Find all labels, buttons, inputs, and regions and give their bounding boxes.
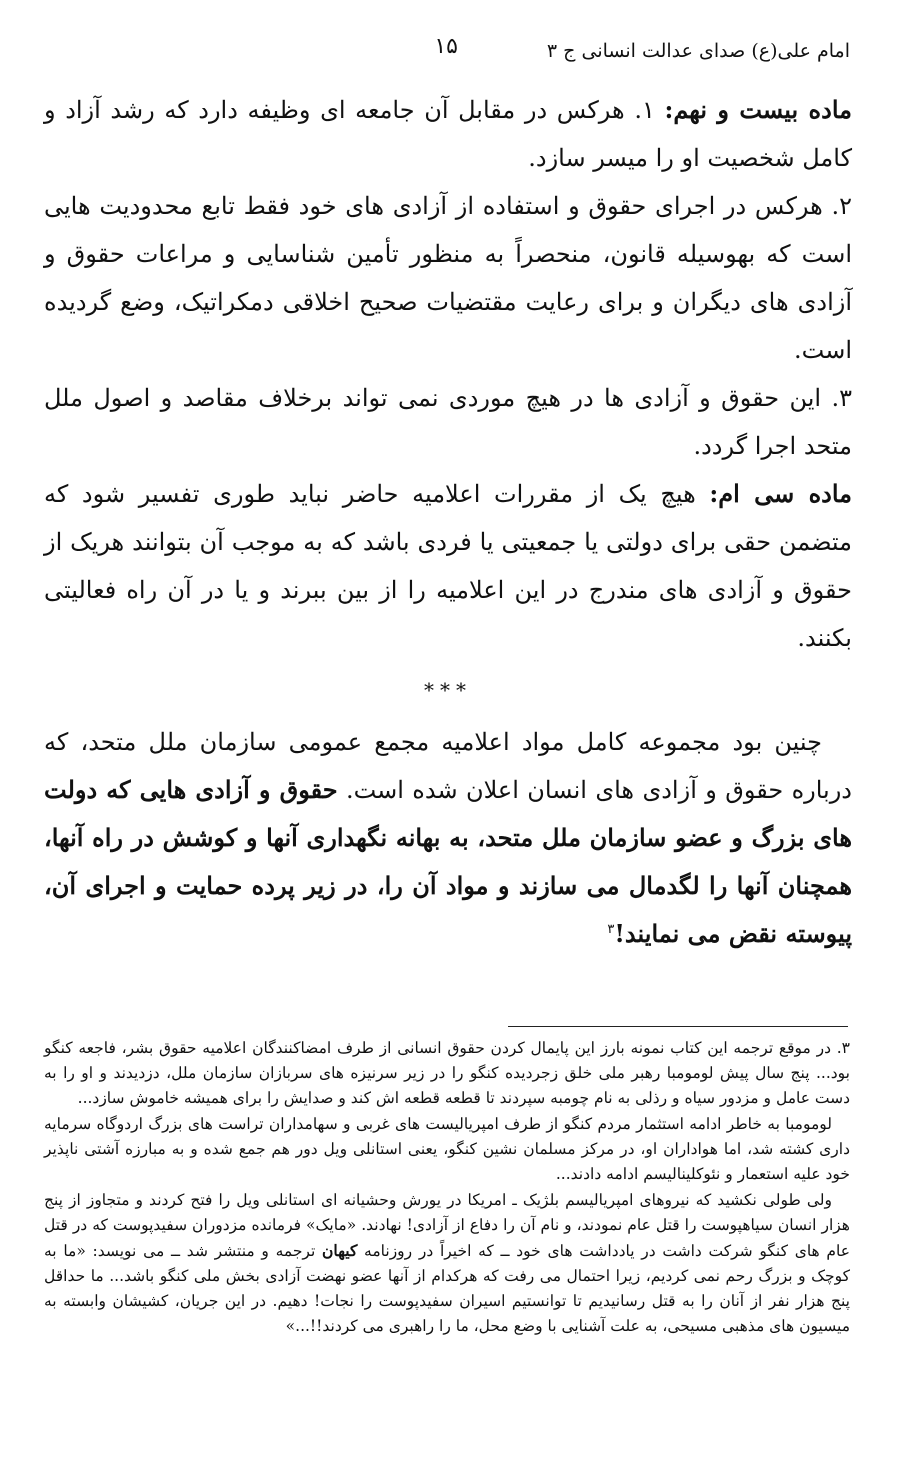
section-separator: *** (424, 678, 472, 702)
running-title: امام علی(ع) صدای عدالت انسانی ج ۳ (546, 40, 850, 62)
article-29-clause-2: ۲. هرکس در اجرای حقوق و استفاده از آزادی های خود فقط تابع محدودیت هایی است که بهوسیله قانون، منحصراً به منظور تأمین شناسایی و مراعات حقوق و آزادی های دیگران و برای رعایت مقتضیات صحیح اخلاقی دمکراتیک، وضع گردیده است. (44, 192, 852, 364)
article-30-heading: ماده سی ام: (709, 479, 853, 508)
article-30-para (44, 470, 852, 662)
page-header (50, 34, 850, 70)
article-29-clause-3: ۳. این حقوق و آزادی ها در هیچ موردی نمی تواند برخلاف مقاصد و اصول ملل متحد اجرا گردد. (44, 384, 853, 460)
footnote-divider (508, 1026, 848, 1027)
footnotes (44, 1036, 850, 1340)
page-number: ۱۵ (434, 34, 458, 59)
footnote-3-text-a: ولی طولی نکشید که نیروهای امپریالیسم بلژیک ـ امریکا در یورش وحشیانه ای استانلی ویل را فتح کردند و متجاوز از پنج هزار انسان سیاهپوست را قتل عام نمودند، و نام آن را دفاع از آزادی! نهادند. «مایک» فرمانده مزدوران سفیدپوست که در قتل عام های کنگو شرکت داشت در یادداشت های خود ــ که اخیراً در روزنامه (44, 1191, 850, 1260)
footnote-3-para-1: ۳. در موقع ترجمه این کتاب نمونه بارز این پایمال کردن حقوق انسانی از طرف امضاکنندگان اعلامیه حقوق بشر، فاجعه کنگو بود... پنج سال پیش لومومبا رهبر ملی خلق زجردیده کنگو را در زیر سرنیزه های سربازان سازمان ملل، دزدیدند و او را به دست عامل و مزدور سیاه و رذلی به نام چومبه سپردند تا قطعه قطعه اش کند و صدایش را برای همیشه خاموش سازد... (44, 1039, 850, 1107)
article-29-heading: ماده بیست و نهم: (664, 95, 852, 124)
closing-bold-text: حقوق و آزادی هایی که دولت های بزرگ و عضو سازمان ملل متحد، به بهانه نگهداری آنها و کوشش در راه آنها، همچنان آنها را لگدمال می سازند و مواد آن را، در زیر پرده حمایت و اجرای آن، پیوسته نقض می نمایند! (44, 775, 852, 948)
newspaper-name: کیهان (322, 1241, 358, 1260)
closing-text: چنین بود مجموعه کامل مواد اعلامیه مجمع عمومی سازمان ملل متحد، که درباره حقوق و آزادی های انسان اعلان شده است. (44, 728, 852, 804)
main-text (44, 86, 852, 958)
footnote-3-para-3 (44, 1188, 850, 1339)
closing-paragraph (44, 718, 852, 958)
footnote-3-para-2: لومومبا به خاطر ادامه استثمار مردم کنگو از طرف امپریالیست های غربی و سهامداران تراست های بزرگ اردوگاه سرمایه داری کشته شد، اما هواداران او، در مرکز مسلمان نشین کنگو، یعنی استانلی ویل دور هم جمع شده و به مبارزه آشتی ناپذیر خود علیه استعمار و نئوکلینالیسم ادامه دادند... (44, 1115, 850, 1183)
article-29-para-1 (44, 86, 852, 182)
footnote-3-text-b: ترجمه و منتشر شد ــ می نویسد: «ما به کوچک و بزرگ رحم نمی کردیم، زیرا احتمال می رفت که هرکدام از آنها عضو نهضت آزادی بخش ملی کنگو باشد... ما حداقل پنج هزار نفر از آنان را به قتل رسانیدیم تا توانستیم اسیران سفیدپوست را نجات! دهیم. در این جریان، کشیشان وابسته به میسیون های مذهبی مسیحی، به علت آشنایی با وضع محل، ما را راهبری می کردند!!...» (44, 1242, 850, 1335)
article-29-clause-1: ۱. هرکس در مقابل آن جامعه ای وظیفه دارد که رشد آزاد و کامل شخصیت او را میسر سازد. (44, 96, 852, 172)
footnote-reference: ۳ (607, 922, 615, 937)
article-30-text: هیچ یک از مقررات اعلامیه حاضر نباید طوری تفسیر شود که متضمن حقی برای دولتی یا جمعیتی یا فردی باشد که به موجب آن بتوانند هریک از حقوق و آزادی های مندرج در این اعلامیه را از بین ببرند و یا در آن راه فعالیتی بکنند. (44, 480, 852, 652)
